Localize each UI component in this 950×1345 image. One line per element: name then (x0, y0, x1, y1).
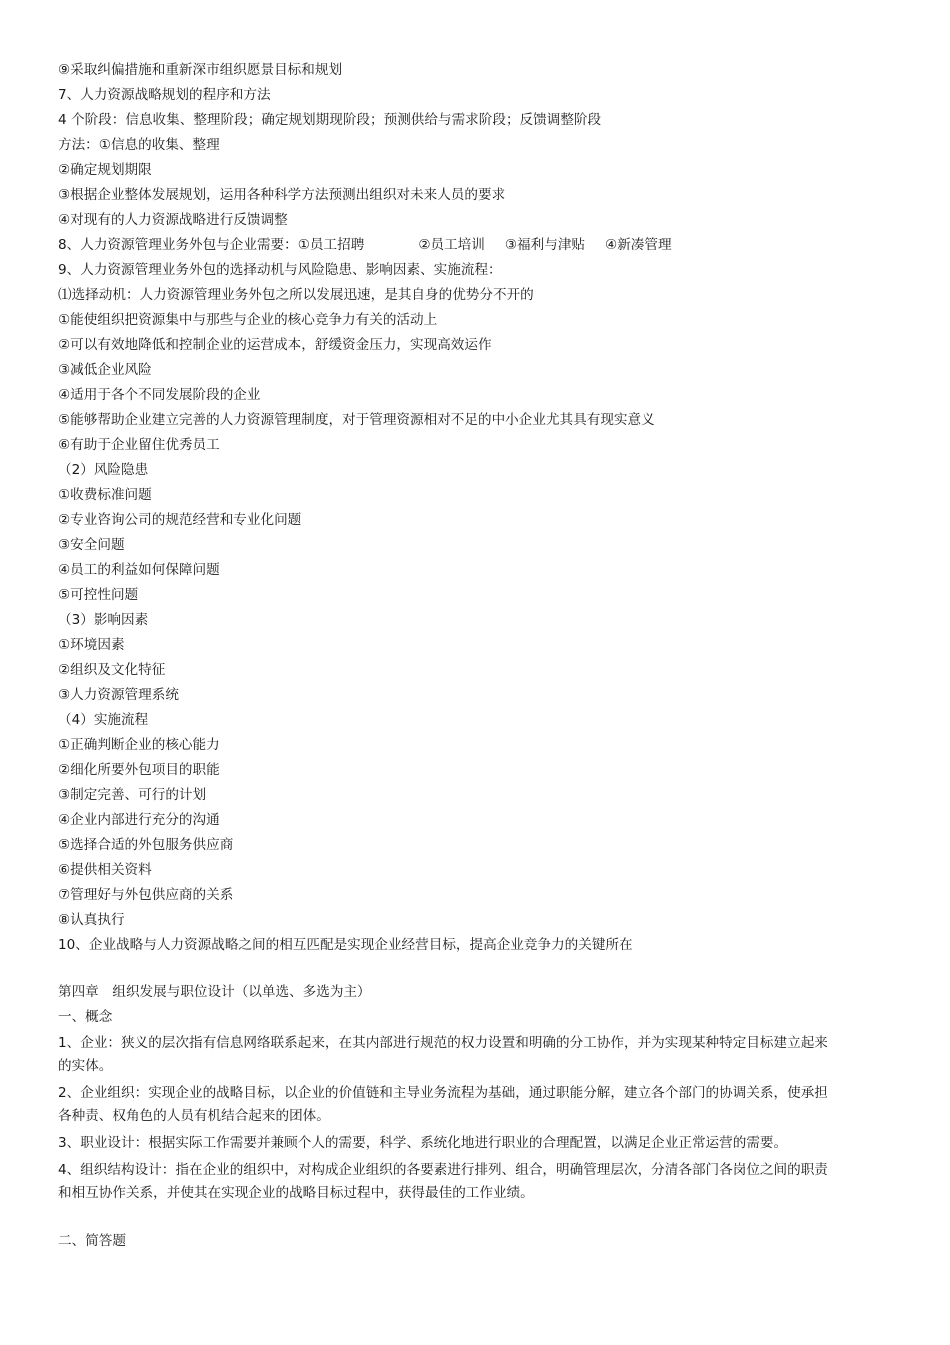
text-line: 方法：①信息的收集、整理 (58, 137, 220, 153)
text-line: ③安全问题 (58, 537, 125, 553)
text-line: ③人力资源管理系统 (58, 687, 179, 703)
text-line: ③制定完善、可行的计划 (58, 787, 207, 803)
text-line: ⑴选择动机：人力资源管理业务外包之所以发展迅速，是其自身的优势分不开的 (58, 287, 534, 303)
text-line: ④员工的利益如何保障问题 (58, 562, 220, 578)
definitions (58, 1032, 830, 1205)
text-line: ②细化所要外包项目的职能 (58, 762, 220, 778)
text-line: ⑥提供相关资料 (58, 862, 152, 878)
outsourcing-needs-item-3: ③福利与津贴 (504, 237, 586, 253)
text-line: ②专业咨询公司的规范经营和专业化问题 (58, 512, 302, 528)
text-line: ②确定规划期限 (58, 162, 152, 178)
text-line: ⑧认真执行 (58, 912, 125, 928)
text-line: ④适用于各个不同发展阶段的企业 (58, 387, 261, 403)
section-heading: 二、简答题 (58, 1233, 126, 1249)
text-line: 4 个阶段：信息收集、整理阶段；确定规划期现阶段；预测供给与需求阶段；反馈调整阶段 (58, 112, 602, 128)
text-line: ⑤选择合适的外包服务供应商 (58, 837, 234, 853)
text-line: ④企业内部进行充分的沟通 (58, 812, 220, 828)
chapter-title: 第四章 组织发展与职位设计（以单选、多选为主） (58, 984, 371, 1000)
text-line: ②可以有效地降低和控制企业的运营成本，舒缓资金压力，实现高效运作 (58, 337, 492, 353)
text-line: 9、人力资源管理业务外包的选择动机与风险隐患、影响因素、实施流程： (58, 262, 502, 278)
outsourcing-needs-item-2: ②员工培训 (418, 237, 485, 253)
text-line: ③减低企业风险 (58, 362, 152, 378)
definition-paragraph: 3、职业设计：根据实际工作需要并兼顾个人的需要，科学、系统化地进行职业的合理配置，以满足企业正常运营的需要。 (58, 1135, 788, 1151)
lines-b (58, 258, 830, 958)
text-line: ①正确判断企业的核心能力 (58, 737, 220, 753)
text-line: ⑤可控性问题 (58, 587, 139, 603)
text-line: ⑤能够帮助企业建立完善的人力资源管理制度，对于管理资源相对不足的中小企业尤其具有现实意义 (58, 412, 655, 428)
text-line: ⑨采取纠偏措施和重新深市组织愿景目标和规划 (58, 62, 343, 78)
text-line: （3）影响因素 (58, 612, 149, 628)
definition-paragraph: 2、企业组织：实现企业的战略目标，以企业的价值链和主导业务流程为基础，通过职能分解，建立各个部门的协调关系，使承担各种责、权角色的人员有机结合起来的团体。 (58, 1085, 828, 1124)
text-line: （4）实施流程 (58, 712, 149, 728)
text-line: ⑥有助于企业留住优秀员工 (58, 437, 220, 453)
text-line: ③根据企业整体发展规划，运用各种科学方法预测出组织对未来人员的要求 (58, 187, 506, 203)
text-line: ①能使组织把资源集中与那些与企业的核心竞争力有关的活动上 (58, 312, 438, 328)
section-heading: 一、概念 (58, 1009, 113, 1025)
text-line: ②组织及文化特征 (58, 662, 166, 678)
outsourcing-needs-prefix: 8、人力资源管理业务外包与企业需要：①员工招聘 (58, 237, 365, 253)
text-line: 7、人力资源战略规划的程序和方法 (58, 87, 271, 103)
outsourcing-needs-item-4: ④新凑管理 (605, 237, 672, 253)
text-line: ⑦管理好与外包供应商的关系 (58, 887, 234, 903)
text-line: ①环境因素 (58, 637, 125, 653)
definition-paragraph: 4、组织结构设计：指在企业的组织中，对构成企业组织的各要素进行排列、组合，明确管理层次，分清各部门各岗位之间的职责和相互协作关系，并使其在实现企业的战略目标过程中，获得最佳的工作业绩。 (58, 1162, 828, 1201)
text-line: ④对现有的人力资源战略进行反馈调整 (58, 212, 288, 228)
text-line: ①收费标准问题 (58, 487, 152, 503)
outsourcing-needs-line (58, 233, 830, 258)
text-line: （2）风险隐患 (58, 462, 149, 478)
lines-a (58, 58, 830, 233)
definition-paragraph: 1、企业：狭义的层次指有信息网络联系起来，在其内部进行规范的权力设置和明确的分工协作，并为实现某种特定目标建立起来的实体。 (58, 1035, 828, 1074)
text-line: 10、企业战略与人力资源战略之间的相互匹配是实现企业经营目标，提高企业竞争力的关键所在 (58, 937, 633, 953)
